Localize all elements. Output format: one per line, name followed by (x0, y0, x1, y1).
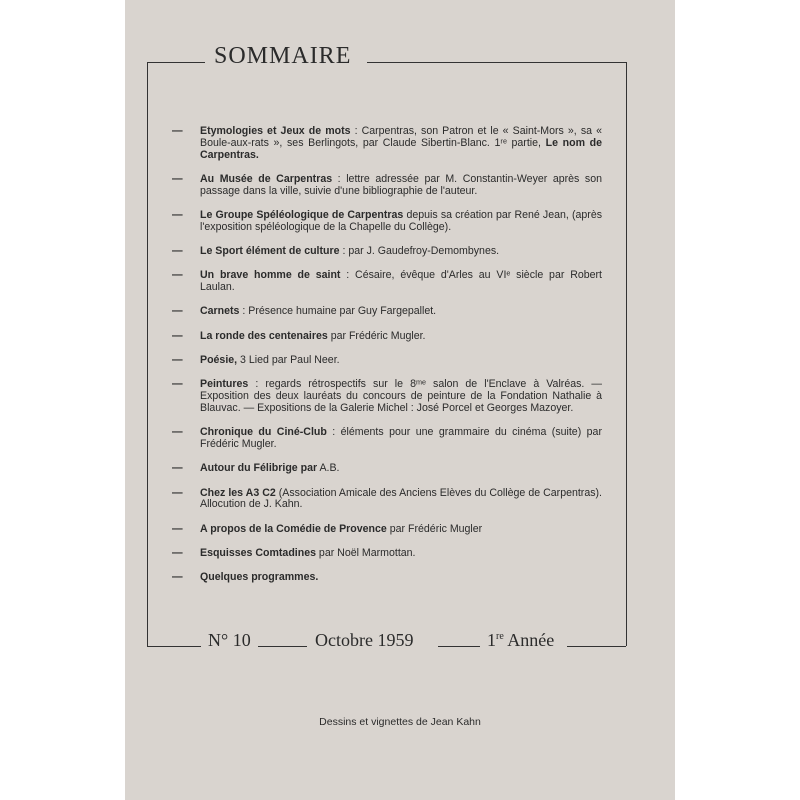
entry-description: par Frédéric Mugler. (327, 329, 426, 342)
toc-entry (170, 524, 602, 536)
toc-entry (170, 331, 602, 343)
entry-dash: — (172, 378, 183, 391)
entry-description: : Césaire, évêque d'Arles au VIᵉ siècle par Robert Laulan. (200, 269, 602, 294)
entry-description: : éléments pour une grammaire du cinéma (suite) par Frédéric Mugler. (200, 426, 602, 451)
entry-title: Autour du Félibrige par (200, 462, 318, 475)
entry-title: Etymologies et Jeux de mots (200, 125, 351, 137)
table-of-contents (170, 126, 602, 597)
toc-entry (170, 427, 602, 451)
entry-title: Chez les A3 C2 (200, 486, 276, 499)
entry-description: : regards rétrospectifs sur le 8ᵐᵉ salon de l'Enclave à Valréas. — Exposition des deux lauréats du concours de peinture de la Fondation Nathalie à Blauvac. — Expositions de la Galerie Michel : José Porcel et Georges Mazoyer. (200, 378, 602, 414)
toc-entry (170, 548, 602, 560)
toc-entry (170, 210, 602, 234)
frame-top-rule-left (147, 62, 205, 63)
entry-title: Le Groupe Spéléologique de Carpentras (200, 208, 404, 221)
entry-dash: — (172, 329, 183, 342)
entry-title: Peintures (200, 378, 249, 391)
entry-title: La ronde des centenaires (200, 329, 328, 342)
entry-description: : lettre adressée par M. Constantin-Weyer après son passage dans la ville, suivie d'une bibliographie de l'auteur. (200, 172, 603, 197)
toc-entry (170, 355, 602, 367)
issue-year (487, 630, 554, 651)
entry-dash: — (172, 462, 183, 475)
entry-title: Un brave homme de saint (200, 269, 341, 282)
entry-title: Chronique du Ciné-Club (200, 426, 327, 439)
entry-dash: — (172, 172, 183, 185)
entry-description: : Carpentras, son Patron et le « Saint-Mors », sa « Boule-aux-rats », ses Berlingots, par Claude Sibertin-Blanc. 1ʳᵉ partie, (200, 125, 602, 149)
entry-title: Poésie, (200, 354, 238, 367)
toc-entry (170, 488, 602, 512)
entry-dash: — (172, 245, 183, 258)
issue-year-number: 1 (487, 630, 496, 650)
entry-dash: — (172, 125, 183, 137)
entry-dash: — (172, 305, 183, 318)
frame-bottom-rule-4 (567, 646, 626, 647)
entry-title: Esquisses Comtadines (200, 547, 316, 560)
issue-year-suffix: re (496, 631, 504, 642)
toc-entry (170, 126, 602, 161)
entry-description: : par J. Gaudefroy-Demombynes. (339, 245, 500, 258)
entry-description: par Frédéric Mugler (386, 522, 483, 535)
toc-entry (170, 306, 602, 318)
entry-title: Carnets (200, 305, 240, 318)
entry-dash: — (172, 269, 183, 282)
issue-year-word: Année (503, 630, 555, 650)
entry-description: A.B. (317, 462, 340, 475)
entry-dash: — (172, 426, 183, 439)
entry-dash: — (172, 208, 183, 221)
frame-top-rule-right (367, 62, 626, 63)
entry-description: : Présence humaine par Guy Fargepallet. (239, 305, 437, 318)
issue-date: Octobre 1959 (315, 630, 414, 650)
entry-description: (Association Amicale des Anciens Elèves du Collège de Carpentras). Allocution de J. Kahn. (200, 486, 602, 511)
toc-entry (170, 572, 602, 584)
entry-dash: — (172, 486, 183, 499)
entry-title: Quelques programmes. (200, 571, 319, 584)
toc-entry (170, 174, 602, 198)
toc-entry (170, 463, 602, 475)
frame-bottom-rule-2 (258, 646, 307, 647)
entry-title: A propos de la Comédie de Provence (200, 522, 387, 535)
issue-number: N° 10 (208, 630, 251, 650)
frame-bottom-rule-1 (147, 646, 201, 647)
entry-description: par Noël Marmottan. (315, 547, 416, 560)
toc-entry (170, 379, 602, 414)
toc-entry (170, 270, 602, 294)
entry-description: 3 Lied par Paul Neer. (237, 354, 340, 367)
entry-title: Au Musée de Carpentras (200, 172, 333, 185)
entry-title-continued: Le nom de Carpentras. (200, 136, 602, 161)
toc-entry (170, 246, 602, 258)
entry-description: depuis sa création par René Jean, (après l'exposition spéléologique de la Chapelle du Collège). (200, 208, 603, 233)
entry-dash: — (172, 522, 183, 535)
frame-bottom-rule-3 (438, 646, 480, 647)
entry-dash: — (172, 571, 183, 584)
page-title: SOMMAIRE (214, 43, 352, 69)
entry-dash: — (172, 547, 183, 560)
entry-dash: — (172, 354, 183, 367)
entry-title: Le Sport élément de culture (200, 245, 340, 258)
credits-line: Dessins et vignettes de Jean Kahn (319, 716, 481, 728)
